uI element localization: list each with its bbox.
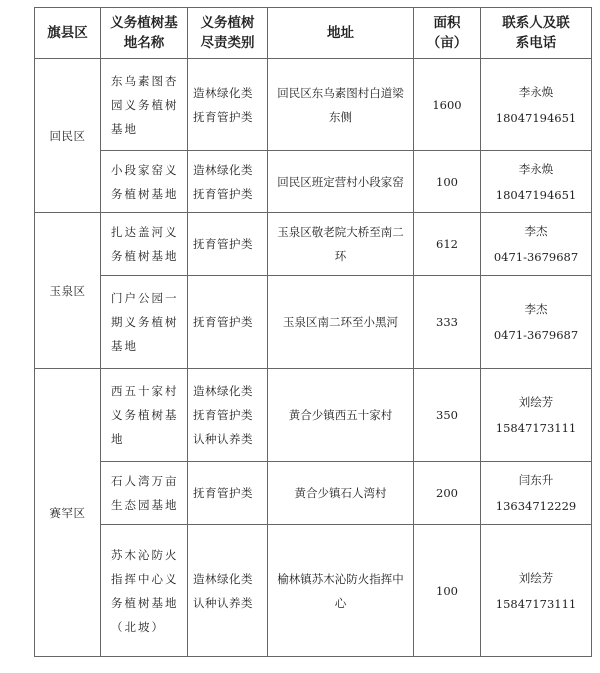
area-cell: 350	[414, 369, 481, 462]
area-cell: 612	[414, 213, 481, 276]
county-cell: 赛罕区	[35, 369, 101, 657]
table-row	[35, 462, 592, 525]
category-cell: 造林绿化类 认种认养类	[188, 525, 268, 657]
category-cell: 造林绿化类 抚育管护类	[188, 151, 268, 213]
area-cell: 100	[414, 151, 481, 213]
base-name-cell: 东乌素图杏 园义务植树 基地	[101, 59, 188, 151]
table-row	[35, 213, 592, 276]
address-cell: 黄合少镇石人湾村	[268, 462, 414, 525]
address-cell: 黄合少镇西五十家村	[268, 369, 414, 462]
header-category: 义务植树 尽责类别	[188, 8, 268, 59]
county-cell: 玉泉区	[35, 213, 101, 369]
table-row	[35, 59, 592, 151]
area-cell: 100	[414, 525, 481, 657]
address-cell: 回民区班定营村小段家窑	[268, 151, 414, 213]
base-name-cell: 小段家窑义 务植树基地	[101, 151, 188, 213]
base-name-cell: 石人湾万亩 生态园基地	[101, 462, 188, 525]
contact-cell: 李永焕 18047194651	[481, 59, 592, 151]
area-cell: 1600	[414, 59, 481, 151]
base-name-cell: 门户公园一 期义务植树 基地	[101, 276, 188, 369]
contact-cell: 李杰 0471-3679687	[481, 213, 592, 276]
header-area: 面积 （亩）	[414, 8, 481, 59]
table-row	[35, 369, 592, 462]
contact-cell: 李永焕 18047194651	[481, 151, 592, 213]
category-cell: 抚育管护类	[188, 462, 268, 525]
category-cell: 造林绿化类 抚育管护类	[188, 59, 268, 151]
table-row	[35, 151, 592, 213]
header-contact: 联系人及联 系电话	[481, 8, 592, 59]
address-cell: 玉泉区敬老院大桥至南二 环	[268, 213, 414, 276]
header-county: 旗县区	[35, 8, 101, 59]
address-cell: 回民区东乌素图村白道梁 东侧	[268, 59, 414, 151]
header-address: 地址	[268, 8, 414, 59]
category-cell: 抚育管护类	[188, 276, 268, 369]
header-name: 义务植树基 地名称	[101, 8, 188, 59]
base-name-cell: 扎达盖河义 务植树基地	[101, 213, 188, 276]
base-name-cell: 苏木沁防火 指挥中心义 务植树基地 （北坡）	[101, 525, 188, 657]
county-cell: 回民区	[35, 59, 101, 213]
category-cell: 造林绿化类 抚育管护类 认种认养类	[188, 369, 268, 462]
address-cell: 玉泉区南二环至小黑河	[268, 276, 414, 369]
area-cell: 333	[414, 276, 481, 369]
base-name-cell: 西五十家村 义务植树基 地	[101, 369, 188, 462]
area-cell: 200	[414, 462, 481, 525]
header-row	[35, 8, 592, 59]
table-row	[35, 276, 592, 369]
contact-cell: 刘绘芳 15847173111	[481, 369, 592, 462]
contact-cell: 刘绘芳 15847173111	[481, 525, 592, 657]
address-cell: 榆林镇苏木沁防火指挥中 心	[268, 525, 414, 657]
contact-cell: 闫东升 13634712229	[481, 462, 592, 525]
plantation-table	[34, 7, 592, 657]
category-cell: 抚育管护类	[188, 213, 268, 276]
table-row	[35, 525, 592, 657]
contact-cell: 李杰 0471-3679687	[481, 276, 592, 369]
